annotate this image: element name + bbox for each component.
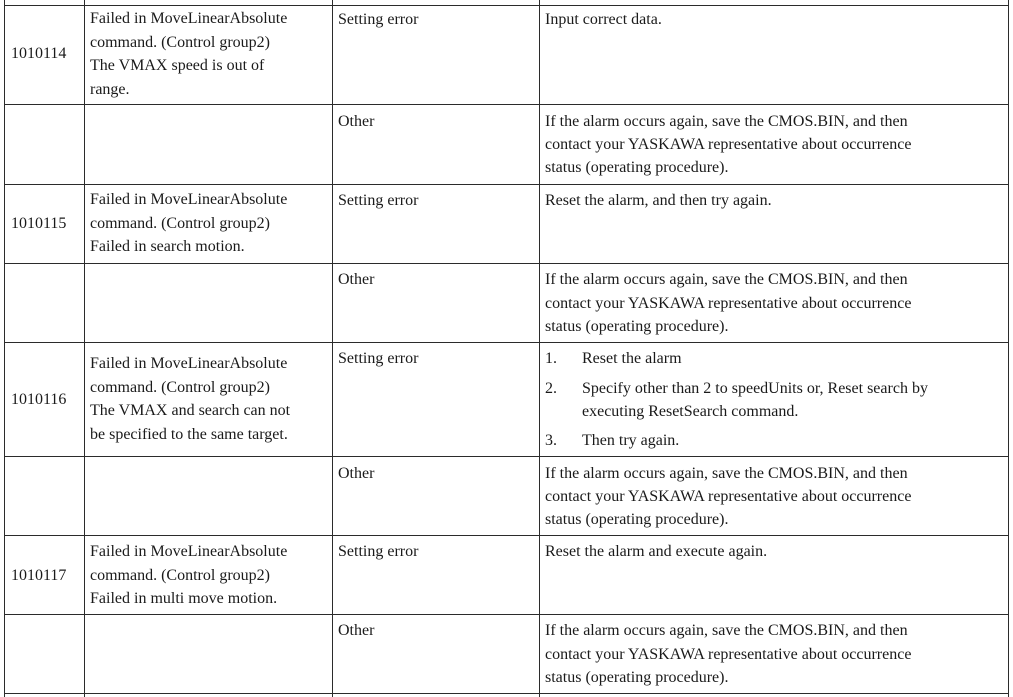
alarm-code: 1010117 (11, 567, 67, 584)
alarm-description-line: command. (Control group2) (90, 34, 270, 51)
alarm-description-line: The VMAX and search can not (90, 402, 291, 419)
alarm-code: 1010114 (11, 45, 67, 62)
row-divider (4, 456, 1008, 457)
remedy-line: status (operating procedure). (545, 511, 729, 528)
remedy-line: contact your YASKAWA representative about occurrence (545, 136, 912, 153)
remedy-step-number: 1. (545, 350, 557, 367)
column-divider (84, 0, 85, 697)
row-divider (4, 104, 1008, 105)
cause-other: Other (338, 465, 375, 482)
alarm-description-line: Failed in MoveLinearAbsolute (90, 10, 288, 27)
alarm-description-line: Failed in MoveLinearAbsolute (90, 543, 288, 560)
cause-other: Other (338, 622, 375, 639)
remedy-step-number: 2. (545, 380, 557, 397)
alarm-description-line: range. (90, 81, 130, 98)
remedy-line: contact your YASKAWA representative about occurrence (545, 646, 912, 663)
row-divider (4, 184, 1008, 185)
alarm-code: 1010115 (11, 215, 67, 232)
remedy-line: status (operating procedure). (545, 318, 729, 335)
alarm-description-line: Failed in multi move motion. (90, 590, 278, 607)
cause-setting-error: Setting error (338, 192, 419, 209)
remedy-line: If the alarm occurs again, save the CMOS.BIN, and then (545, 271, 908, 288)
column-divider (1008, 0, 1009, 697)
remedy-line: status (operating procedure). (545, 159, 729, 176)
cause-setting-error: Setting error (338, 350, 419, 367)
remedy-step-text: Reset the alarm (582, 350, 682, 367)
remedy-step-text: executing ResetSearch command. (582, 403, 799, 420)
alarm-description-line: The VMAX speed is out of (90, 57, 265, 74)
row-divider (4, 342, 1008, 343)
remedy-step-text: Specify other than 2 to speedUnits or, Reset search by (582, 380, 928, 397)
alarm-description-line: Failed in search motion. (90, 238, 245, 255)
alarm-description-line: command. (Control group2) (90, 379, 270, 396)
remedy-line: status (operating procedure). (545, 669, 729, 686)
cause-other: Other (338, 113, 375, 130)
remedy-line: If the alarm occurs again, save the CMOS.BIN, and then (545, 113, 908, 130)
alarm-description-line: command. (Control group2) (90, 215, 270, 232)
alarm-description-line: command. (Control group2) (90, 567, 270, 584)
alarm-code: 1010116 (11, 391, 67, 408)
remedy-line: If the alarm occurs again, save the CMOS.BIN, and then (545, 465, 908, 482)
remedy-line: contact your YASKAWA representative about occurrence (545, 295, 912, 312)
row-divider (4, 535, 1008, 536)
remedy-line: contact your YASKAWA representative about occurrence (545, 488, 912, 505)
remedy-line: If the alarm occurs again, save the CMOS.BIN, and then (545, 622, 908, 639)
row-divider (4, 693, 1008, 694)
alarm-description-line: Failed in MoveLinearAbsolute (90, 355, 288, 372)
remedy-step-number: 3. (545, 432, 557, 449)
cause-setting-error: Setting error (338, 543, 419, 560)
row-divider (4, 5, 1008, 6)
column-divider (332, 0, 333, 697)
column-divider (539, 0, 540, 697)
remedy-step-text: Then try again. (582, 432, 680, 449)
remedy-line: Reset the alarm, and then try again. (545, 192, 772, 209)
alarm-description-line: be specified to the same target. (90, 426, 288, 443)
column-divider (4, 0, 5, 697)
remedy-line: Input correct data. (545, 11, 662, 28)
cause-other: Other (338, 271, 375, 288)
row-divider (4, 614, 1008, 615)
cause-setting-error: Setting error (338, 11, 419, 28)
remedy-line: Reset the alarm and execute again. (545, 543, 768, 560)
row-divider (4, 263, 1008, 264)
alarm-description-line: Failed in MoveLinearAbsolute (90, 191, 288, 208)
